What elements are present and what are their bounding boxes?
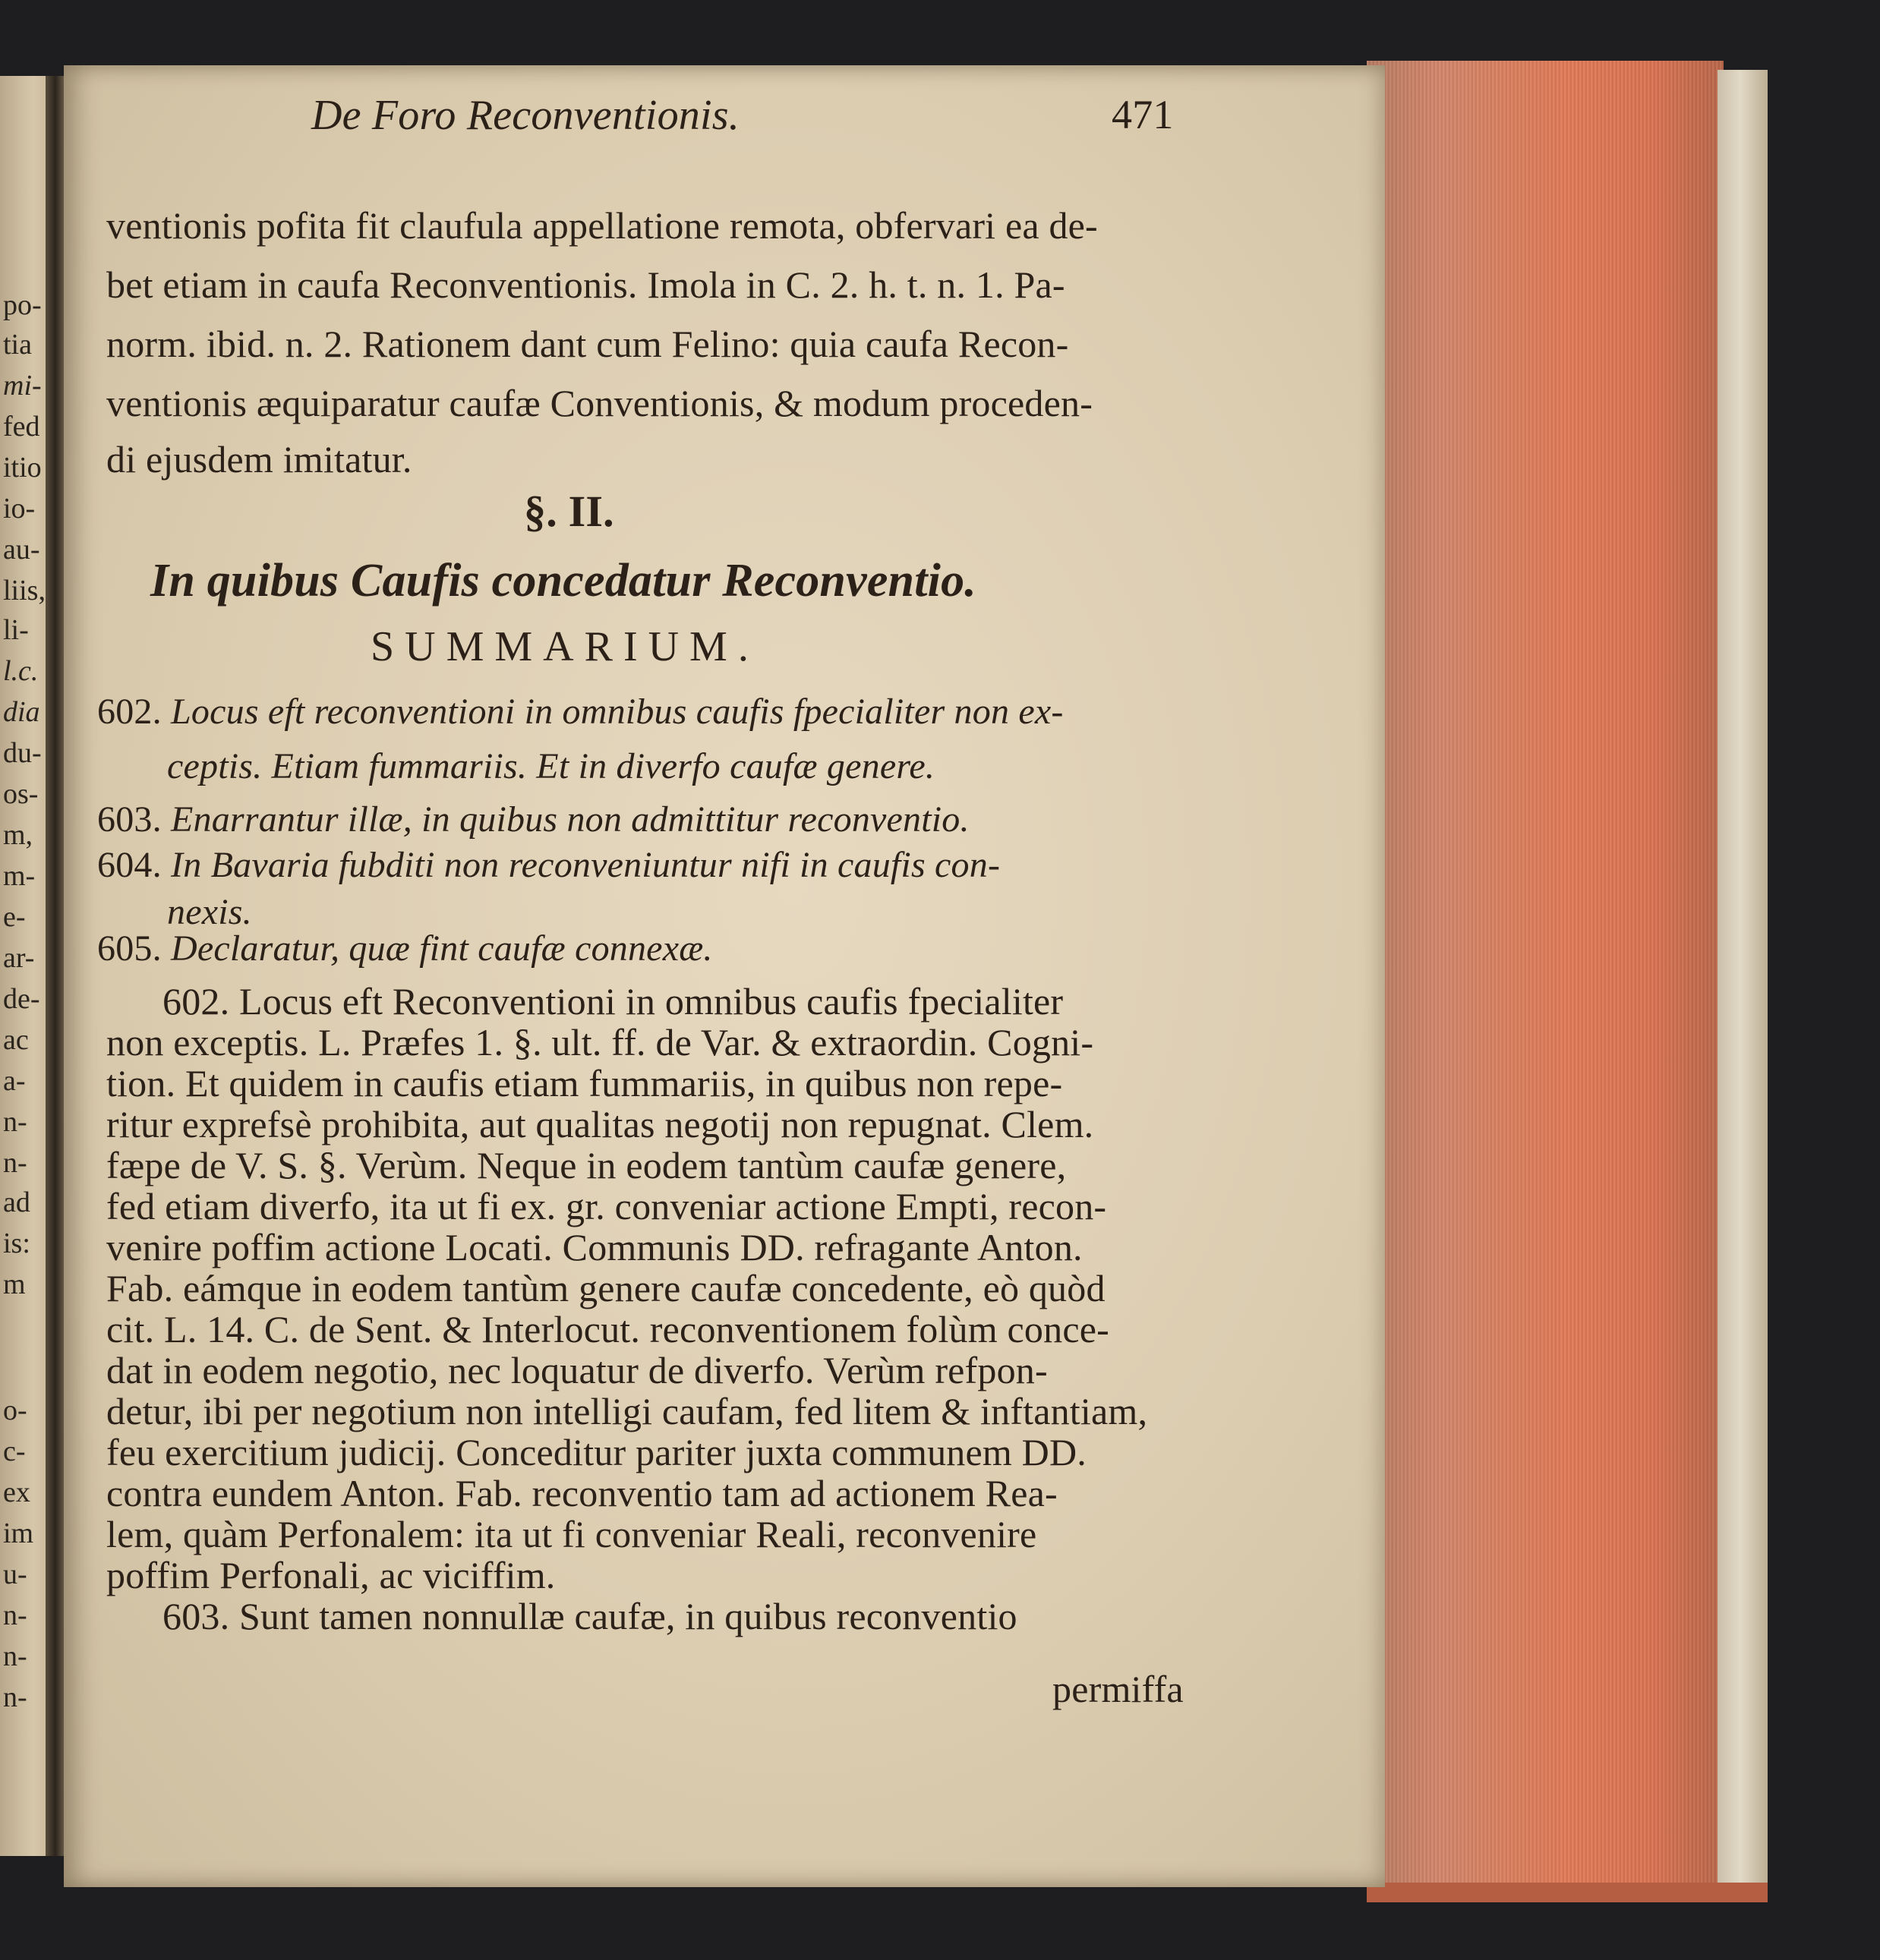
- left-margin-fragment: m: [3, 1268, 26, 1300]
- left-margin-fragment: im: [3, 1517, 34, 1549]
- summary-item-line: [167, 891, 252, 933]
- body-line: ventionis pofita fit claufula appellatione remota, obfervari ea de-: [106, 204, 1098, 247]
- catchword: permiffa: [1052, 1668, 1184, 1710]
- page-fore-edge: [1367, 61, 1724, 1898]
- body-line: 602. Locus eft Reconventioni in omnibus caufis fpecialiter: [162, 980, 1064, 1023]
- section-heading: In quibus Caufis concedatur Reconventio.: [150, 555, 976, 607]
- left-margin-fragment: a-: [3, 1065, 26, 1097]
- summary-item-number: 604.: [97, 845, 162, 885]
- left-margin-fragment: tia: [3, 329, 32, 361]
- left-margin-fragment: n-: [3, 1681, 27, 1713]
- summary-item-number: 605.: [97, 928, 162, 969]
- summary-item-line: [97, 799, 970, 840]
- body-line: venire poffim actione Locati. Communis DD. refragante Anton.: [106, 1226, 1083, 1268]
- left-margin-fragment: au-: [3, 534, 40, 566]
- summary-item-text: Enarrantur illæ, in quibus non admittitur reconventio.: [171, 799, 970, 840]
- left-margin-fragment: ac: [3, 1024, 29, 1056]
- body-line: tion. Et quidem in caufis etiam fummariis, in quibus non repe-: [106, 1062, 1063, 1104]
- left-margin-fragment: fed: [3, 411, 40, 443]
- left-margin-fragment: ad: [3, 1186, 30, 1218]
- left-margin-fragment: du-: [3, 737, 42, 769]
- section-mark: §. II.: [524, 487, 614, 536]
- body-line: lem, quàm Perfonalem: ita ut fi conveniar Reali, reconvenire: [106, 1513, 1037, 1555]
- left-margin-fragment: m-: [3, 860, 36, 892]
- summary-item-text: Locus eft reconventioni in omnibus caufis fpecialiter non ex-: [171, 692, 1064, 732]
- left-margin-fragment: n-: [3, 1106, 27, 1138]
- left-margin-fragment: de-: [3, 983, 40, 1015]
- body-line: feu exercitium judicij. Conceditur pariter juxta communem DD.: [106, 1431, 1087, 1473]
- body-line: contra eundem Anton. Fab. reconventio tam ad actionem Rea-: [106, 1472, 1058, 1514]
- book-gutter: [46, 76, 65, 1856]
- left-margin-fragment: e-: [3, 901, 26, 933]
- left-margin-fragment: mi-: [3, 370, 42, 402]
- body-line: detur, ibi per negotium non intelligi caufam, fed litem & inftantiam,: [106, 1390, 1148, 1432]
- left-margin-fragment: ar-: [3, 942, 35, 974]
- body-line: bet etiam in caufa Reconventionis. Imola in C. 2. h. t. n. 1. Pa-: [106, 263, 1065, 306]
- summary-item-line: [97, 844, 1000, 886]
- left-margin-fragment: o-: [3, 1394, 27, 1426]
- summary-item-number: 602.: [97, 692, 162, 732]
- body-line: norm. ibid. n. 2. Rationem dant cum Felino: quia caufa Recon-: [106, 323, 1069, 365]
- summary-item-text: Declaratur, quæ fint caufæ connexæ.: [171, 928, 713, 969]
- summary-title: SUMMARIUM.: [371, 623, 759, 670]
- left-margin-fragment: po-: [3, 289, 42, 321]
- left-margin-fragment: u-: [3, 1558, 27, 1590]
- left-margin-fragment: ex: [3, 1476, 30, 1508]
- left-margin-fragment: io-: [3, 493, 36, 525]
- body-line: non exceptis. L. Præfes 1. §. ult. ff. de Var. & extraordin. Cogni-: [106, 1021, 1094, 1064]
- running-head: De Foro Reconventionis.: [311, 92, 740, 139]
- body-line: fed etiam diverfo, ita ut fi ex. gr. conveniar actione Empti, recon-: [106, 1185, 1107, 1227]
- summary-item-number: 603.: [97, 799, 162, 840]
- body-line: Fab. eámque in eodem tantùm genere caufæ concedente, eò quòd: [106, 1267, 1106, 1309]
- body-line: fæpe de V. S. §. Verùm. Neque in eodem tantùm caufæ genere,: [106, 1144, 1067, 1186]
- left-margin-fragment: n-: [3, 1599, 27, 1631]
- summary-item-text: ceptis. Etiam fummariis. Et in diverfo caufæ genere.: [167, 746, 935, 786]
- left-margin-fragment: os-: [3, 778, 39, 810]
- page-number: 471: [1112, 92, 1174, 137]
- left-margin-fragment: li-: [3, 614, 29, 646]
- left-margin-fragment: liis,: [3, 575, 46, 607]
- summary-item-text: nexis.: [167, 892, 252, 932]
- left-margin-fragment: n-: [3, 1147, 27, 1179]
- left-margin-fragment: m,: [3, 819, 33, 851]
- left-margin-fragment: n-: [3, 1640, 27, 1672]
- left-margin-fragment: c-: [3, 1435, 26, 1467]
- summary-item-text: In Bavaria fubditi non reconveniuntur nifi in caufis con-: [171, 845, 1001, 885]
- body-line: ventionis æquiparatur caufæ Conventionis, & modum proceden-: [106, 382, 1093, 424]
- summary-item-line: [97, 691, 1064, 733]
- body-line: dat in eodem negotio, nec loquatur de diverfo. Verùm refpon-: [106, 1349, 1048, 1391]
- book-bottom-board: [1367, 1883, 1768, 1902]
- body-line: cit. L. 14. C. de Sent. & Interlocut. reconventionem folùm conce-: [106, 1308, 1109, 1350]
- left-margin-fragment: itio: [3, 452, 42, 484]
- left-margin-fragment: is:: [3, 1227, 30, 1259]
- body-line: poffim Perfonali, ac viciffim.: [106, 1554, 556, 1596]
- left-margin-fragment: dia: [3, 696, 40, 728]
- summary-item-line: [97, 928, 713, 969]
- book-cover-edge: [1718, 70, 1768, 1892]
- body-line: di ejusdem imitatur.: [106, 438, 412, 481]
- left-margin-fragment: l.c.: [3, 655, 39, 687]
- summary-item-line: [167, 745, 935, 787]
- body-line: ritur exprefsè prohibita, aut qualitas negotij non repugnat. Clem.: [106, 1103, 1094, 1145]
- body-line: 603. Sunt tamen nonnullæ caufæ, in quibus reconventio: [162, 1595, 1017, 1637]
